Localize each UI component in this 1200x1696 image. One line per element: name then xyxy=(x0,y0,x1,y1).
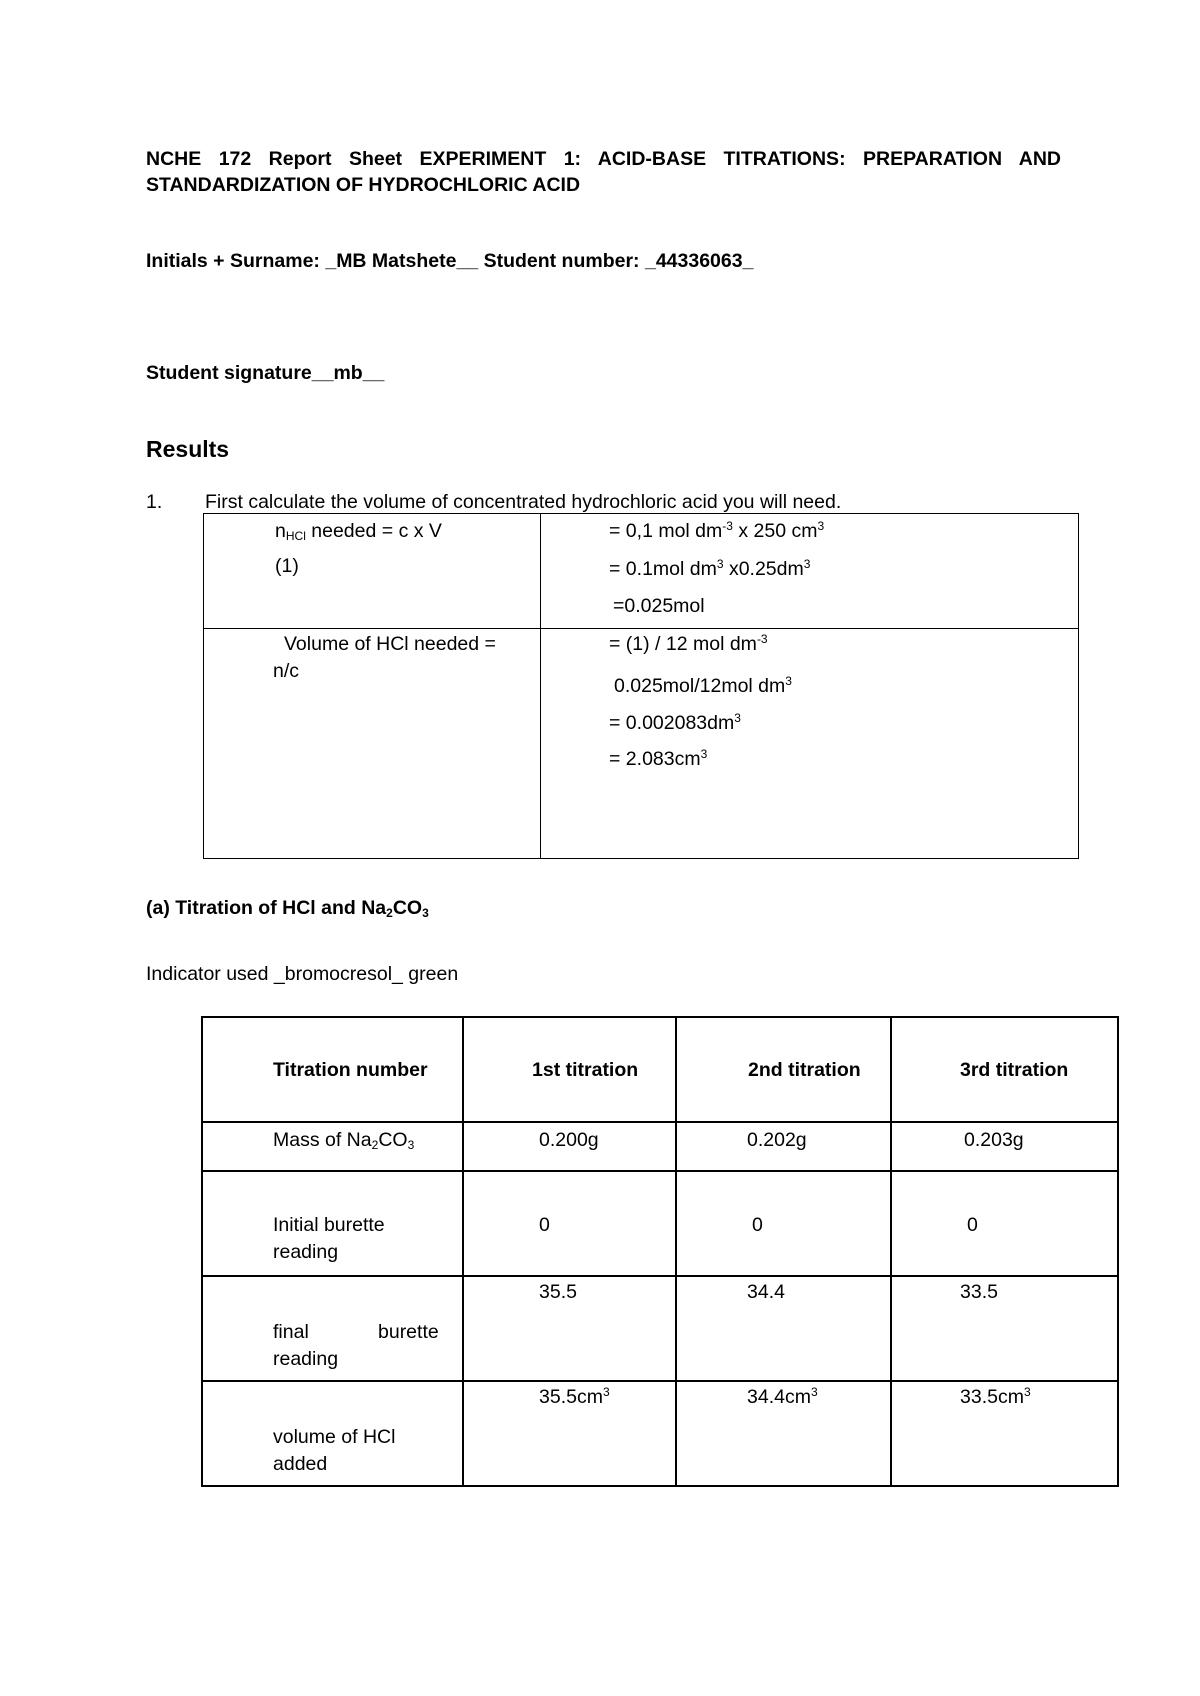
initial-label-cell: Initial burette reading xyxy=(202,1171,463,1276)
header-2nd-titration: 2nd titration xyxy=(676,1017,891,1122)
calc-row-moles xyxy=(204,514,1079,629)
header-titration-number: Titration number xyxy=(202,1017,463,1122)
mass-value-2: 0.202g xyxy=(676,1122,891,1171)
student-signature-line: Student signature__mb__ xyxy=(146,362,385,384)
volume-label-line-2: n/c xyxy=(273,660,300,682)
document-title: NCHE 172 Report Sheet EXPERIMENT 1: ACID-BASE TITRATIONS: PREPARATION AND STANDARDIZATION OF HYDROCHLORIC ACID xyxy=(146,148,1061,196)
initial-value-1: 0 xyxy=(463,1171,676,1276)
volume-added-value-3: $33.5cm^3$ xyxy=(891,1381,1118,1486)
final-reading-row xyxy=(202,1276,1118,1381)
question-text: First calculate the volume of concentrated hydrochloric acid you will need. xyxy=(205,491,842,513)
volume-step-2: 0.025mol/12mol $dm^3$ xyxy=(614,674,792,697)
volume-added-label-cell: volume of HCl added xyxy=(202,1381,463,1486)
header-1st-titration: 1st titration xyxy=(463,1017,676,1122)
question-number: 1. xyxy=(146,491,163,513)
calculation-table xyxy=(203,513,1079,859)
final-value-1: 35.5 xyxy=(463,1276,676,1381)
calc-cell-volume-label xyxy=(204,629,541,859)
calc-row-volume xyxy=(204,629,1079,859)
final-value-2: 34.4 xyxy=(676,1276,891,1381)
volume-step-1: = (1) / 12 mol $dm^{-3}$ xyxy=(609,632,768,655)
mass-row xyxy=(202,1122,1118,1171)
volume-step-4: = $2.083cm^3$ xyxy=(609,747,708,770)
moles-step-2: = 0.1mol $dm^3$ $x0.25dm^3$ xyxy=(609,557,811,580)
indicator-line: Indicator used _bromocresol_ green xyxy=(146,963,459,985)
moles-formula: $n_{HCl}$ needed = c x V xyxy=(275,520,442,543)
titration-table xyxy=(201,1016,1119,1487)
mass-value-1: 0.200g xyxy=(463,1122,676,1171)
volume-added-row xyxy=(202,1381,1118,1486)
moles-label-ref: (1) xyxy=(275,555,299,577)
initial-value-3: 0 xyxy=(891,1171,1118,1276)
volume-label-line-1: Volume of HCl needed = xyxy=(284,633,496,655)
mass-value-3: 0.203g xyxy=(891,1122,1118,1171)
calc-cell-volume-work xyxy=(541,629,1079,859)
initial-reading-row xyxy=(202,1171,1118,1276)
final-label-cell: final burette reading xyxy=(202,1276,463,1381)
volume-step-3: = $0.002083dm^3$ xyxy=(609,711,741,734)
moles-step-3: =0.025mol xyxy=(613,595,705,617)
calc-cell-moles-label xyxy=(204,514,541,629)
student-info-line: Initials + Surname: _MB Matshete__ Student number: _44336063_ xyxy=(146,250,754,272)
header-3rd-titration: 3rd titration xyxy=(891,1017,1118,1122)
mass-label-cell xyxy=(202,1122,463,1171)
results-heading: Results xyxy=(146,436,230,462)
mass-label: Mass of $Na_2CO_3$ xyxy=(273,1129,415,1152)
final-value-3: 33.5 xyxy=(891,1276,1118,1381)
initial-value-2: 0 xyxy=(676,1171,891,1276)
moles-step-1: = 0,1 mol $dm^{-3}$ x 250 $cm^3$ xyxy=(609,519,825,542)
volume-added-value-2: $34.4cm^3$ xyxy=(676,1381,891,1486)
section-a-heading: (a) Titration of HCl and $Na_2CO_3$ xyxy=(146,897,429,920)
calc-cell-moles-work xyxy=(541,514,1079,629)
volume-added-value-1: $35.5cm^3$ xyxy=(463,1381,676,1486)
titration-header-row xyxy=(202,1017,1118,1122)
